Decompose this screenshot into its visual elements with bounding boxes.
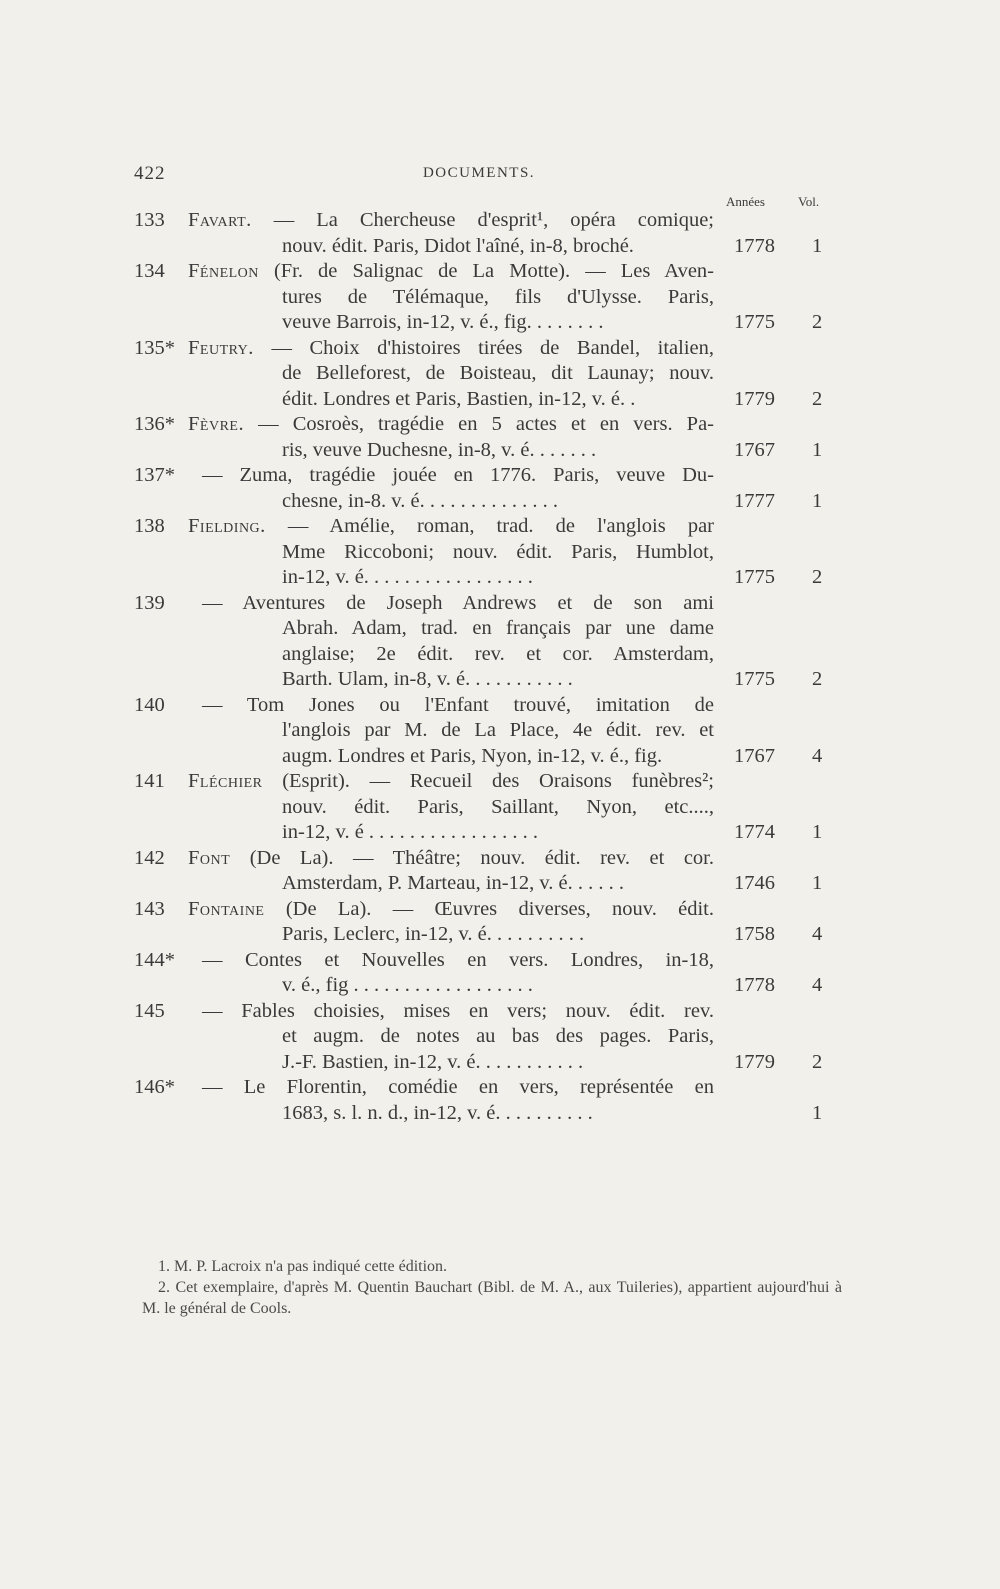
entry-line-text: — La Chercheuse d'esprit¹, opéra comique; — [273, 209, 715, 231]
catalogue-entry — [0, 897, 1000, 948]
entry-line — [0, 1050, 1000, 1076]
entry-text — [188, 208, 714, 234]
entry-line — [0, 718, 1000, 744]
entry-line — [0, 1101, 1000, 1127]
entry-line-text: — Aventures de Joseph Andrews et de son ami — [202, 591, 714, 614]
entry-text — [202, 693, 714, 719]
entry-line — [0, 999, 1000, 1025]
volumes-column-header: Vol. — [798, 194, 820, 209]
entry-number: 134 — [134, 260, 165, 282]
entry-text — [188, 412, 714, 438]
entry-line-text: Abrah. Adam, trad. en français par une dame — [282, 617, 714, 639]
entry-line-text: — Fables choisies, mises en vers; nouv. édit. rev. — [202, 999, 714, 1022]
entry-volumes: 2 — [812, 311, 823, 333]
entry-year: 1775 — [734, 668, 775, 690]
entry-line — [0, 973, 1000, 999]
entry-line — [0, 1075, 1000, 1101]
entry-line — [0, 310, 1000, 336]
entry-line — [0, 820, 1000, 846]
entry-text — [282, 922, 714, 948]
catalogue-entry — [0, 948, 1000, 999]
catalogue-entry — [0, 514, 1000, 591]
entry-line-text: chesne, in-8. v. é. . . . . . . . . . . . . . — [282, 489, 558, 512]
catalogue-entry — [0, 208, 1000, 259]
entry-volumes: 1 — [812, 1101, 823, 1124]
entry-text — [282, 718, 714, 744]
catalogue-entry — [0, 412, 1000, 463]
entry-year: 1774 — [734, 821, 775, 843]
entry-line — [0, 795, 1000, 821]
entry-line — [0, 871, 1000, 897]
entry-line — [0, 769, 1000, 795]
entry-line — [0, 1024, 1000, 1050]
entry-text — [188, 514, 714, 540]
entry-author: Fielding. — [188, 515, 266, 537]
entry-author: Font — [188, 846, 231, 869]
entry-text — [282, 642, 714, 668]
entry-line — [0, 591, 1000, 617]
entry-line-text: in-12, v. é . . . . . . . . . . . . . . . . . — [282, 821, 539, 843]
entry-line-text: Amsterdam, P. Marteau, in-12, v. é. . . . . . — [282, 872, 624, 894]
entry-volumes: 2 — [812, 668, 823, 690]
entry-text — [282, 285, 714, 311]
entry-number: 145 — [134, 999, 165, 1022]
entry-line — [0, 897, 1000, 923]
entry-number: 139 — [134, 591, 165, 614]
entry-line — [0, 361, 1000, 387]
catalogue-entries — [0, 208, 1000, 1126]
entry-volumes: 1 — [812, 821, 823, 843]
entry-line-text: tures de Télémaque, fils d'Ulysse. Paris, — [282, 285, 714, 308]
page-header — [134, 163, 824, 193]
entry-line — [0, 540, 1000, 566]
entry-text — [282, 234, 714, 260]
entry-number: 138 — [134, 515, 165, 537]
entry-year: 1775 — [734, 566, 775, 588]
entry-line — [0, 463, 1000, 489]
entry-volumes: 4 — [812, 923, 823, 945]
catalogue-entry — [0, 846, 1000, 897]
entry-text — [282, 540, 714, 566]
entry-year: 1777 — [734, 489, 775, 512]
catalogue-entry — [0, 693, 1000, 770]
entry-line-text: 1683, s. l. n. d., in-12, v. é. . . . . . . . . . — [282, 1101, 593, 1124]
entry-volumes: 1 — [812, 872, 823, 894]
entry-volumes: 4 — [812, 974, 823, 996]
entry-line — [0, 667, 1000, 693]
entry-line-text: anglaise; 2e édit. rev. et cor. Amsterdam, — [282, 642, 714, 665]
entry-line-text: Paris, Leclerc, in-12, v. é. . . . . . . . . . — [282, 923, 585, 945]
entry-text — [188, 259, 714, 285]
entry-volumes: 2 — [812, 1050, 823, 1073]
entry-line-text: nouv. édit. Paris, Saillant, Nyon, etc...., — [282, 795, 714, 818]
entry-year: 1778 — [734, 234, 775, 257]
entry-line — [0, 642, 1000, 668]
entry-line-text: l'anglois par M. de La Place, 4e édit. rev. et — [282, 719, 714, 741]
entry-author: Fénelon — [188, 260, 259, 282]
entry-text — [282, 667, 714, 693]
catalogue-entry — [0, 259, 1000, 336]
entry-author: Feutry. — [188, 336, 254, 359]
entry-volumes: 1 — [812, 489, 823, 512]
entry-year: 1779 — [734, 387, 775, 410]
entry-line-text: (Esprit). — Recueil des Oraisons funèbres²; — [282, 770, 714, 792]
entry-line-text: — Choix d'histoires tirées de Bandel, italien, — [271, 336, 715, 359]
running-title: DOCUMENTS. — [422, 165, 536, 181]
entry-number: 142 — [134, 846, 165, 869]
entry-text — [282, 973, 714, 999]
entry-line — [0, 285, 1000, 311]
entry-line — [0, 336, 1000, 362]
entry-year: 1746 — [734, 872, 775, 894]
entry-line-text: (De La). — Œuvres diverses, nouv. édit. — [285, 897, 715, 920]
entry-line-text: (De La). — Théâtre; nouv. édit. rev. et cor. — [249, 846, 714, 869]
entry-line-text: Barth. Ulam, in-8, v. é. . . . . . . . . . . — [282, 668, 573, 690]
entry-number: 135* — [134, 336, 175, 359]
entry-line-text: v. é., fig . . . . . . . . . . . . . . . . . . — [282, 974, 533, 996]
entry-volumes: 1 — [812, 438, 823, 461]
entry-number: 146* — [134, 1076, 175, 1098]
entry-line — [0, 616, 1000, 642]
entry-author: Fontaine — [188, 897, 265, 920]
entry-line-text: — Le Florentin, comédie en vers, représentée en — [202, 1076, 714, 1098]
entry-text — [188, 897, 714, 923]
entry-line-text: J.-F. Bastien, in-12, v. é. . . . . . . . . . . — [282, 1050, 584, 1073]
entry-text — [282, 871, 714, 897]
entry-text — [282, 489, 714, 515]
entry-text — [282, 1024, 714, 1050]
entry-line-text: ris, veuve Duchesne, in-8, v. é. . . . . . . — [282, 438, 597, 461]
catalogue-entry — [0, 999, 1000, 1076]
entry-line — [0, 744, 1000, 770]
footnotes — [142, 1256, 842, 1319]
entry-text — [282, 361, 714, 387]
entry-text — [282, 565, 714, 591]
entry-line-text: édit. Londres et Paris, Bastien, in-12, v. é. . — [282, 387, 636, 410]
entry-line — [0, 948, 1000, 974]
entry-line-text: et augm. de notes au bas des pages. Paris, — [282, 1025, 714, 1047]
entry-year: 1775 — [734, 311, 775, 333]
entry-line-text: augm. Londres et Paris, Nyon, in-12, v. é., fig. — [282, 744, 663, 767]
entry-text — [202, 948, 714, 974]
catalogue-entry — [0, 336, 1000, 413]
entry-author: Fléchier — [188, 770, 263, 792]
entry-volumes: 4 — [812, 744, 823, 767]
entry-text — [282, 795, 714, 821]
entry-number: 133 — [134, 209, 165, 231]
entry-volumes: 2 — [812, 387, 823, 410]
footnote-2: 2. Cet exemplaire, d'après M. Quentin Bauchart (Bibl. de M. A., aux Tuileries), appartient aujourd'hui à M. le général de Cools. — [142, 1279, 842, 1317]
entry-line — [0, 438, 1000, 464]
entry-year: 1758 — [734, 923, 775, 945]
entry-line-text: nouv. édit. Paris, Didot l'aîné, in-8, broché. — [282, 234, 634, 257]
entry-number: 140 — [134, 693, 165, 716]
entry-line — [0, 234, 1000, 260]
entry-line-text: — Zuma, tragédie jouée en 1776. Paris, veuve Du- — [202, 464, 714, 486]
entry-text — [282, 1050, 714, 1076]
entry-year: 1778 — [734, 974, 775, 996]
entry-year: 1767 — [734, 744, 775, 767]
entry-line-text: veuve Barrois, in-12, v. é., fig. . . . . . . . — [282, 311, 604, 333]
entry-line-text: — Amélie, roman, trad. de l'anglois par — [287, 515, 714, 537]
entry-line — [0, 259, 1000, 285]
entry-number: 144* — [134, 948, 175, 971]
entry-text — [282, 616, 714, 642]
entry-text — [282, 1101, 714, 1127]
entry-volumes: 1 — [812, 234, 823, 257]
entry-line — [0, 489, 1000, 515]
entry-line — [0, 846, 1000, 872]
entry-author: Favart. — [188, 209, 252, 231]
entry-text — [202, 1075, 714, 1101]
entry-line — [0, 922, 1000, 948]
entry-line-text: Mme Riccoboni; nouv. édit. Paris, Humblot, — [282, 540, 714, 563]
entry-author: Fèvre. — [188, 413, 245, 435]
entry-line — [0, 514, 1000, 540]
entry-text — [202, 999, 714, 1025]
years-column-header: Années — [726, 194, 765, 209]
catalogue-entry — [0, 591, 1000, 693]
entry-text — [188, 846, 714, 872]
entry-text — [282, 820, 714, 846]
entry-text — [188, 769, 714, 795]
entry-text — [202, 463, 714, 489]
entry-line — [0, 387, 1000, 413]
entry-text — [282, 438, 714, 464]
entry-volumes: 2 — [812, 566, 823, 588]
entry-text — [282, 744, 714, 770]
entry-line-text: de Belleforest, de Boisteau, dit Launay; nouv. — [282, 362, 714, 384]
entry-number: 143 — [134, 897, 165, 920]
entry-line — [0, 565, 1000, 591]
footnote-1: 1. M. P. Lacroix n'a pas indiqué cette édition. — [158, 1258, 448, 1275]
entry-line-text: in-12, v. é. . . . . . . . . . . . . . . . . — [282, 566, 533, 588]
entry-line — [0, 693, 1000, 719]
entry-line-text: — Contes et Nouvelles en vers. Londres, in-18, — [202, 948, 714, 971]
entry-text — [202, 591, 714, 617]
entry-text — [282, 310, 714, 336]
entry-line — [0, 412, 1000, 438]
entry-line — [0, 208, 1000, 234]
entry-number: 141 — [134, 770, 165, 792]
entry-line-text: — Cosroès, tragédie en 5 actes et en vers. Pa- — [258, 413, 714, 435]
entry-text — [282, 387, 714, 413]
catalogue-entry — [0, 1075, 1000, 1126]
entry-year: 1767 — [734, 438, 775, 461]
entry-number: 136* — [134, 413, 175, 435]
entry-line-text: (Fr. de Salignac de La Motte). — Les Aven- — [273, 260, 714, 282]
entry-year: 1779 — [734, 1050, 775, 1073]
page-number: 422 — [134, 163, 166, 184]
entry-text — [188, 336, 714, 362]
entry-line-text: — Tom Jones ou l'Enfant trouvé, imitation de — [202, 693, 714, 716]
entry-number: 137* — [134, 464, 175, 486]
catalogue-entry — [0, 463, 1000, 514]
catalogue-entry — [0, 769, 1000, 846]
